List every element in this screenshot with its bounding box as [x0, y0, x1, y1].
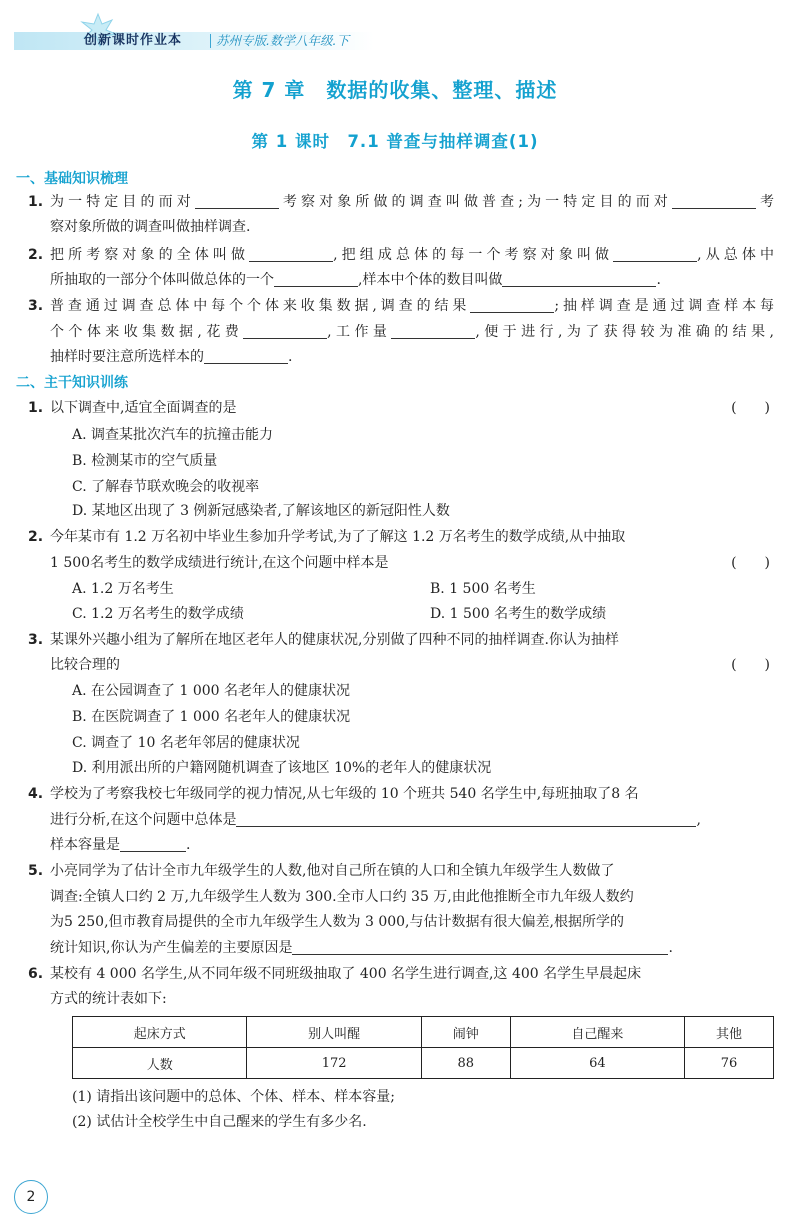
answer-blank[interactable] [672, 194, 756, 209]
table-cell: 172 [247, 1048, 421, 1079]
answer-blank[interactable] [613, 247, 697, 262]
section-basic-title: 一、基础知识梳理 [16, 171, 128, 187]
s1-q3-line1: 3. 普查通过调查总体中每个个体来收集数据,调查的结果 ;抽样调查是通过调查样本每 [50, 295, 774, 317]
answer-blank[interactable] [120, 837, 186, 852]
s2-q5-line1: 5. 小亮同学为了估计全市九年级学生的人数,他对自己所在镇的人口和全镇九年级学生人数做了 [50, 860, 614, 882]
page-number: 2 [14, 1180, 48, 1214]
s1-q1-line1: 1. 为一特定目的而对 考察对象所做的调查叫做普查;为一特定目的而对 考 [50, 191, 774, 213]
s2-q3-option-a[interactable]: A. 在公园调查了 1 000 名老年人的健康状况 [72, 683, 350, 699]
s2-q3-line1: 3. 某课外兴趣小组为了解所在地区老年人的健康状况,分别做了四种不同的抽样调查.你认为抽样 [50, 629, 619, 651]
book-header [14, 26, 374, 52]
s2-q4-line2: 进行分析,在这个问题中总体是 , [50, 812, 701, 828]
header-divider [210, 34, 211, 48]
answer-blank[interactable] [236, 812, 696, 827]
answer-parentheses[interactable]: ( ) [731, 555, 770, 571]
table-header-cell: 别人叫醒 [247, 1017, 421, 1048]
table-header-cell: 自己醒来 [510, 1017, 684, 1048]
s2-q6-line2: 方式的统计表如下: [50, 991, 167, 1007]
s2-q2-option-a[interactable]: A. 1.2 万名考生 [72, 581, 174, 597]
table-header-cell: 闹钟 [421, 1017, 510, 1048]
s1-q2-line2: 所抽取的一部分个体叫做总体的一个 ,样本中个体的数目叫做 . [50, 272, 661, 288]
s2-q2-number: 2. [28, 529, 44, 545]
s2-q6-number: 6. [28, 966, 44, 982]
s2-q4-line1: 4. 学校为了考察我校七年级同学的视力情况,从七年级的 10 个班共 540 名学生中,每班抽取了8 名 [50, 783, 639, 805]
s2-q3-number: 3. [28, 632, 44, 648]
s2-q3-option-d[interactable]: D. 利用派出所的户籍网随机调查了该地区 10%的老年人的健康状况 [72, 760, 492, 776]
s1-q2-line1: 2. 把所考察对象的全体叫做 ,把组成总体的每一个考察对象叫做 ,从总体中 [50, 244, 774, 266]
s2-q1-option-a[interactable]: A. 调查某批次汽车的抗撞击能力 [72, 427, 274, 443]
s2-q2-option-d[interactable]: D. 1 500 名考生的数学成绩 [430, 606, 607, 622]
s2-q3-line2: 比较合理的 [50, 657, 120, 673]
table-cell: 88 [421, 1048, 510, 1079]
s2-q2-line1: 2. 今年某市有 1.2 万名初中毕业生参加升学考试,为了了解这 1.2 万名考生的数学成绩,从中抽取 [50, 526, 625, 548]
s2-q2-option-b[interactable]: B. 1 500 名考生 [430, 581, 536, 597]
s2-q6-sub2: (2) 试估计全校学生中自己醒来的学生有多少名. [72, 1114, 367, 1130]
s1-q3-line3: 抽样时要注意所选样本的 . [50, 349, 293, 365]
answer-parentheses[interactable]: ( ) [731, 400, 770, 416]
section-training-title: 二、主干知识训练 [16, 375, 128, 391]
answer-blank[interactable] [249, 247, 333, 262]
s2-q5-line2: 调查:全镇人口约 2 万,九年级学生人数为 300.全市人口约 35 万,由此他推断全市九年级人数约 [50, 889, 634, 905]
table-row [73, 1048, 774, 1079]
s2-q2-option-c[interactable]: C. 1.2 万名考生的数学成绩 [72, 606, 244, 622]
wakeup-method-table [72, 1016, 774, 1079]
table-header-row [73, 1017, 774, 1048]
answer-blank[interactable] [195, 194, 279, 209]
s2-q5-number: 5. [28, 863, 44, 879]
table-row-label: 人数 [73, 1048, 247, 1079]
s2-q3-option-b[interactable]: B. 在医院调查了 1 000 名老年人的健康状况 [72, 709, 351, 725]
book-title: 创新课时作业本 [84, 33, 183, 48]
s2-q2-line2: 1 500名考生的数学成绩进行统计,在这个问题中样本是 [50, 555, 389, 571]
lesson-title: 第 1 课时 7.1 普查与抽样调查(1) [251, 132, 539, 151]
s1-q3-line2: 个个体来收集数据,花费 ,工作量 ,便于进行,为了获得较为准确的结果, [50, 324, 774, 340]
s2-q1-option-d[interactable]: D. 某地区出现了 3 例新冠感染者,了解该地区的新冠阳性人数 [72, 503, 450, 519]
s2-q4-number: 4. [28, 786, 44, 802]
book-edition: 苏州专版.数学八年级.下 [216, 33, 349, 48]
s2-q5-line3: 为5 250,但市教育局提供的全市九年级学生人数为 3 000,与估计数据有很大偏差,根据所学的 [50, 914, 624, 930]
table-cell: 76 [685, 1048, 774, 1079]
s2-q1-number: 1. [28, 400, 44, 416]
s1-q2-number: 2. [28, 247, 44, 263]
table-header-cell: 起床方式 [73, 1017, 247, 1048]
s1-q1-number: 1. [28, 194, 44, 210]
s2-q6-line1: 6. 某校有 4 000 名学生,从不同年级不同班级抽取了 400 名学生进行调查,这 400 名学生早晨起床 [50, 963, 641, 985]
table-header-cell: 其他 [685, 1017, 774, 1048]
answer-blank[interactable] [204, 349, 288, 364]
answer-blank[interactable] [243, 324, 327, 339]
s2-q1-stem: 1. 以下调查中,适宜全面调查的是 [50, 397, 236, 419]
answer-blank[interactable] [502, 272, 656, 287]
answer-parentheses[interactable]: ( ) [731, 657, 770, 673]
chapter-title: 第 7 章 数据的收集、整理、描述 [232, 78, 558, 102]
s2-q6-sub1: (1) 请指出该问题中的总体、个体、样本、样本容量; [72, 1089, 395, 1105]
answer-blank[interactable] [274, 272, 358, 287]
answer-blank[interactable] [470, 298, 554, 313]
s2-q3-option-c[interactable]: C. 调查了 10 名老年邻居的健康状况 [72, 735, 300, 751]
s2-q1-option-c[interactable]: C. 了解春节联欢晚会的收视率 [72, 479, 260, 495]
s2-q5-line4: 统计知识,你认为产生偏差的主要原因是 . [50, 940, 673, 956]
table-cell: 64 [510, 1048, 684, 1079]
s1-q1-line2: 察对象所做的调查叫做抽样调查. [50, 219, 251, 235]
answer-blank[interactable] [292, 940, 668, 955]
answer-blank[interactable] [391, 324, 475, 339]
s2-q1-option-b[interactable]: B. 检测某市的空气质量 [72, 453, 218, 469]
s2-q4-line3: 样本容量是 . [50, 837, 191, 853]
s1-q3-number: 3. [28, 298, 44, 314]
